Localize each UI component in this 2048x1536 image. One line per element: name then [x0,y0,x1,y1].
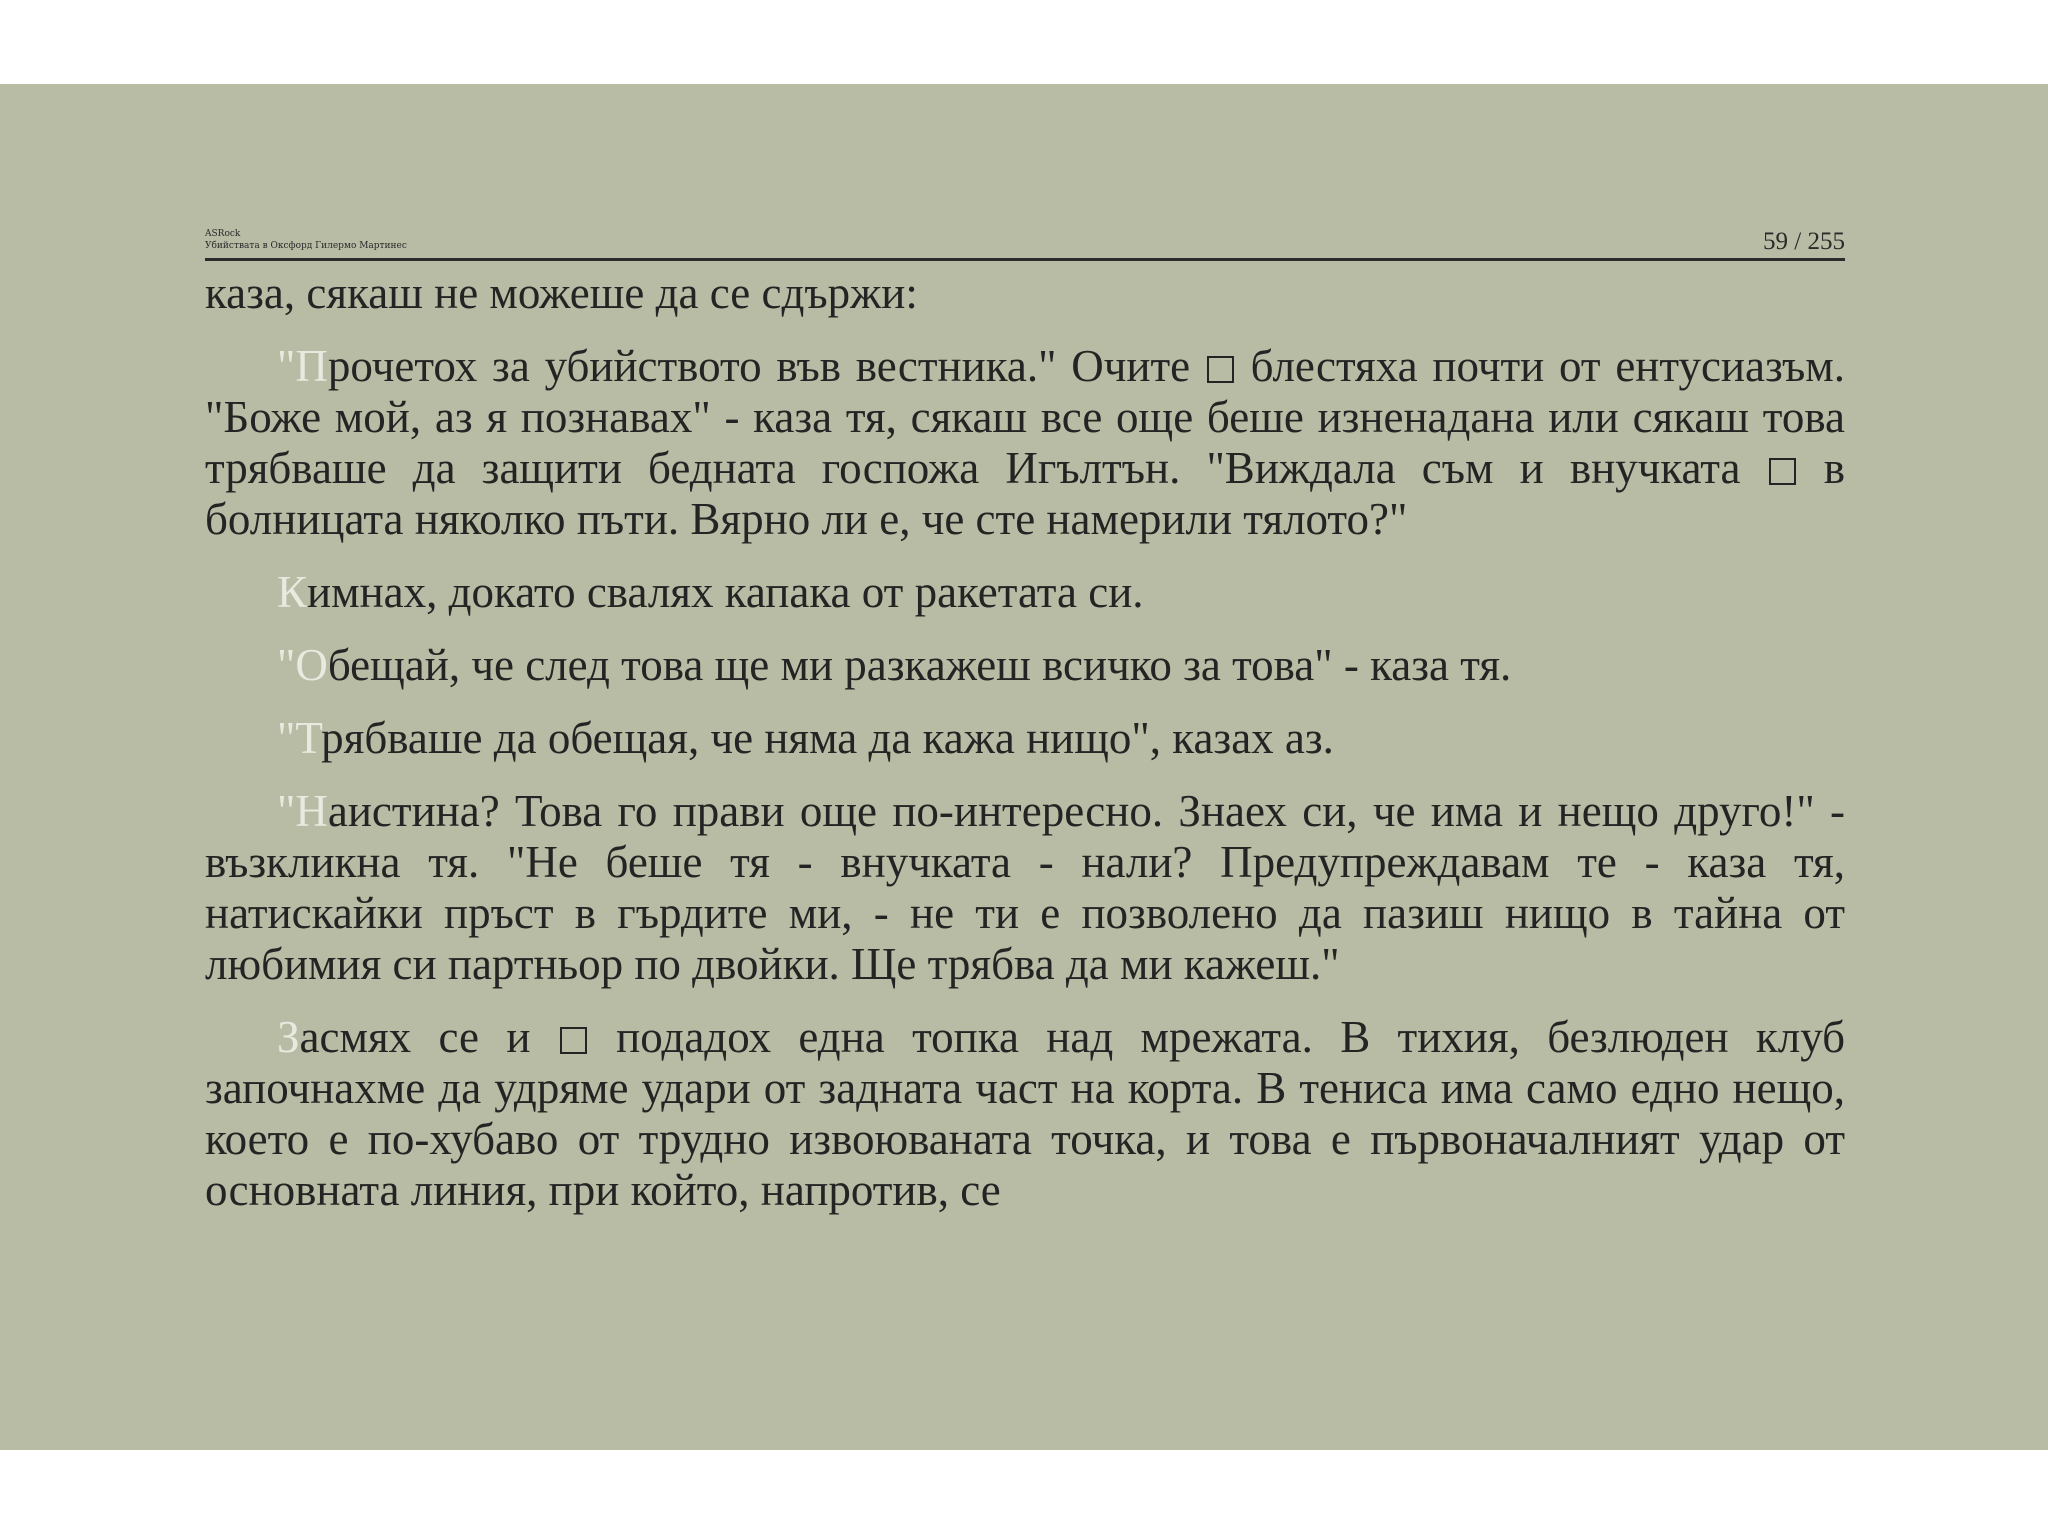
brand-label: ASRock [205,229,241,239]
text-run: рябваше да обещая, че няма да кажа нищо", казах аз. [321,713,1334,763]
text-paragraph [205,640,1845,691]
page-header [205,138,1845,262]
page-counter [1763,228,1845,256]
drop-initial: "Т [277,713,322,763]
drop-initial: "О [277,640,328,690]
book-text [205,268,1845,1238]
book-title: Убийствата в Оксфорд Гилермо Мартинес [205,241,407,251]
text-paragraph [205,567,1845,618]
drop-initial: "Н [277,786,328,836]
missing-glyph-box [1769,458,1796,485]
text-paragraph [205,786,1845,990]
text-paragraph [205,713,1845,764]
text-run: каза, сякаш не можеше да се сдържи: [205,268,918,318]
drop-initial: К [277,567,308,617]
text-run: имнах, докато свалях капака от ракетата си. [307,567,1144,617]
text-run: аистина? Това го прави още по-интересно. Знаех си, че има и нещо друго!" - възкликна тя. "Не беше тя - внучката - нали? Предупреждавам те - каза тя, натискайки пръст в гърдите ми, - не ти е позволено да пазиш нищо в тайна от любимия си партньор по двойки. Ще трябва да ми кажеш." [205,786,1845,989]
page-current: 59 [1763,228,1789,255]
text-paragraph [205,268,1845,319]
text-run: рочетох за убийството във вестника." Очите [327,341,1205,391]
text-run: асмях се и [299,1012,558,1062]
missing-glyph-box [560,1027,587,1054]
drop-initial: З [277,1012,300,1062]
text-run: блестяха почти от ентусиазъм. "Боже мой, аз я познавах" - каза тя, сякаш все още беше изненадана или сякаш това трябваше да защити бедната госпожа Игълтън. "Виждала съм и внучката [205,341,1845,493]
text-paragraph [205,341,1845,545]
header-rule [205,258,1845,261]
book-meta [205,228,407,252]
missing-glyph-box [1207,356,1234,383]
drop-initial: "П [277,341,328,391]
page-separator: / [1788,228,1808,255]
text-run: подадох една топка над мрежата. В тихия, безлюден клуб започнахме да удряме удари от задната част на корта. В тениса има само едно нещо, което е по-хубаво от трудно извоюваната точка, и това е първоначалният удар от основната линия, при който, напротив, се [205,1012,1845,1215]
text-run: в болницата няколко пъти. Вярно ли е, че сте намерили тялото?" [205,443,1845,544]
page-total: 255 [1807,228,1845,255]
text-paragraph [205,1012,1845,1216]
text-run: бещай, че след това ще ми разкажеш всичко за това" - каза тя. [327,640,1512,690]
